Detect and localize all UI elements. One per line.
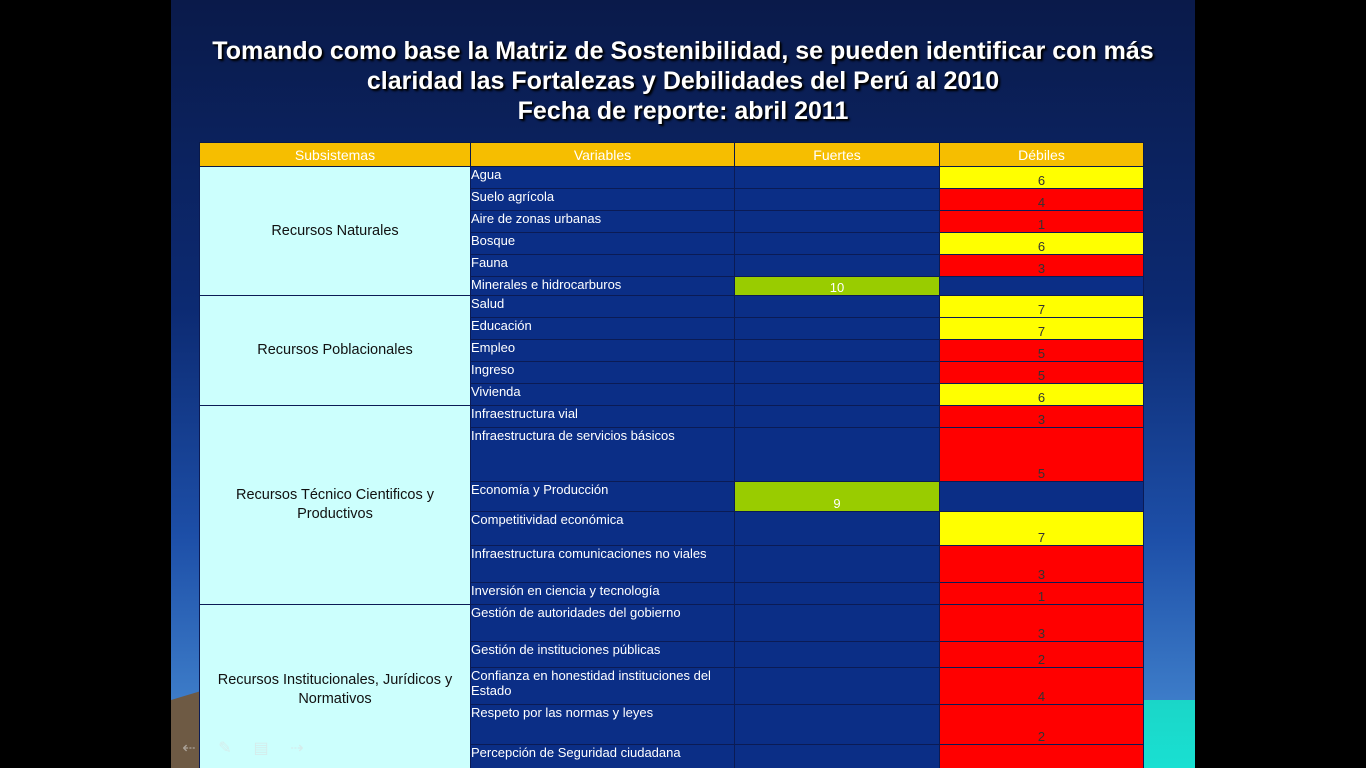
debiles-cell: 2 [940, 705, 1144, 745]
debiles-cell: 7 [940, 296, 1144, 318]
fuertes-cell [735, 318, 940, 340]
fuertes-cell [735, 406, 940, 428]
pen-icon[interactable]: ✎ [218, 740, 232, 757]
header-subsistemas: Subsistemas [200, 143, 471, 167]
subsystem-cell: Recursos Naturales [200, 167, 471, 296]
subsystem-cell: Recursos Poblacionales [200, 296, 471, 406]
variable-cell: Agua [471, 167, 735, 189]
variable-cell: Infraestructura vial [471, 406, 735, 428]
fuertes-cell [735, 428, 940, 482]
fuertes-cell [735, 605, 940, 642]
variable-cell: Competitividad económica [471, 512, 735, 546]
slideshow-controls [179, 740, 307, 758]
subsystem-cell: Recursos Técnico Cientificos y Productivos [200, 406, 471, 605]
debiles-cell: 5 [940, 340, 1144, 362]
variable-cell: Respeto por las normas y leyes [471, 705, 735, 745]
table-row [200, 605, 1144, 642]
variable-cell: Economía y Producción [471, 482, 735, 512]
variable-cell: Bosque [471, 233, 735, 255]
debiles-cell: 6 [940, 384, 1144, 406]
fuertes-cell [735, 512, 940, 546]
debiles-cell: 1 [940, 211, 1144, 233]
fuertes-cell [735, 233, 940, 255]
variable-cell: Suelo agrícola [471, 189, 735, 211]
header-fuertes: Fuertes [735, 143, 940, 167]
fuertes-cell [735, 255, 940, 277]
variable-cell: Vivienda [471, 384, 735, 406]
title-line-3: Fecha de reporte: abril 2011 [517, 97, 849, 125]
fuertes-cell [735, 211, 940, 233]
variable-cell: Fauna [471, 255, 735, 277]
variable-cell: Infraestructura comunicaciones no viales [471, 546, 735, 583]
fuertes-cell [735, 705, 940, 745]
fuertes-cell [735, 384, 940, 406]
debiles-cell: 6 [940, 167, 1144, 189]
variable-cell: Ingreso [471, 362, 735, 384]
debiles-cell: 7 [940, 512, 1144, 546]
fuertes-cell [735, 642, 940, 668]
header-debiles: Débiles [940, 143, 1144, 167]
debiles-cell: 5 [940, 362, 1144, 384]
debiles-cell: 4 [940, 189, 1144, 211]
table-row [200, 167, 1144, 189]
arrow-left-icon[interactable]: ⇠ [182, 740, 196, 757]
fuertes-cell [735, 583, 940, 605]
arrow-right-icon[interactable]: ⇢ [290, 740, 304, 757]
debiles-cell: 3 [940, 406, 1144, 428]
variable-cell: Gestión de autoridades del gobierno [471, 605, 735, 642]
table-row [200, 296, 1144, 318]
fuertes-cell: 9 [735, 482, 940, 512]
subsystem-cell: Recursos Institucionales, Jurídicos y Normativos [200, 605, 471, 768]
debiles-cell [940, 745, 1144, 768]
variable-cell: Inversión en ciencia y tecnología [471, 583, 735, 605]
debiles-cell: 6 [940, 233, 1144, 255]
fuertes-cell [735, 546, 940, 583]
variable-cell: Gestión de instituciones públicas [471, 642, 735, 668]
debiles-cell: 1 [940, 583, 1144, 605]
variable-cell: Percepción de Seguridad ciudadana [471, 745, 735, 768]
fuertes-cell [735, 668, 940, 705]
slide-title [171, 36, 1195, 126]
debiles-cell: 3 [940, 605, 1144, 642]
variable-cell: Educación [471, 318, 735, 340]
variable-cell: Salud [471, 296, 735, 318]
fuertes-cell [735, 340, 940, 362]
table-header-row [200, 143, 1144, 167]
variable-cell: Confianza en honestidad instituciones del Estado [471, 668, 735, 705]
debiles-cell: 3 [940, 255, 1144, 277]
variable-cell: Minerales e hidrocarburos [471, 277, 735, 296]
variable-cell: Infraestructura de servicios básicos [471, 428, 735, 482]
debiles-cell: 3 [940, 546, 1144, 583]
debiles-cell: 7 [940, 318, 1144, 340]
header-variables: Variables [471, 143, 735, 167]
variable-cell: Aire de zonas urbanas [471, 211, 735, 233]
table-row [200, 406, 1144, 428]
debiles-cell: 5 [940, 428, 1144, 482]
variable-cell: Empleo [471, 340, 735, 362]
sustainability-matrix-table [199, 142, 1144, 768]
title-line-1: Tomando como base la Matriz de Sostenibilidad, se pueden identificar con más [212, 37, 1154, 65]
debiles-cell: 4 [940, 668, 1144, 705]
debiles-cell [940, 277, 1144, 296]
menu-icon[interactable]: ▤ [253, 740, 269, 757]
slide [171, 0, 1195, 768]
fuertes-cell [735, 745, 940, 768]
fuertes-cell [735, 189, 940, 211]
fuertes-cell [735, 362, 940, 384]
fuertes-cell [735, 167, 940, 189]
title-line-2: claridad las Fortalezas y Debilidades del Perú al 2010 [366, 67, 1000, 95]
debiles-cell [940, 482, 1144, 512]
fuertes-cell [735, 296, 940, 318]
fuertes-cell: 10 [735, 277, 940, 296]
debiles-cell: 2 [940, 642, 1144, 668]
